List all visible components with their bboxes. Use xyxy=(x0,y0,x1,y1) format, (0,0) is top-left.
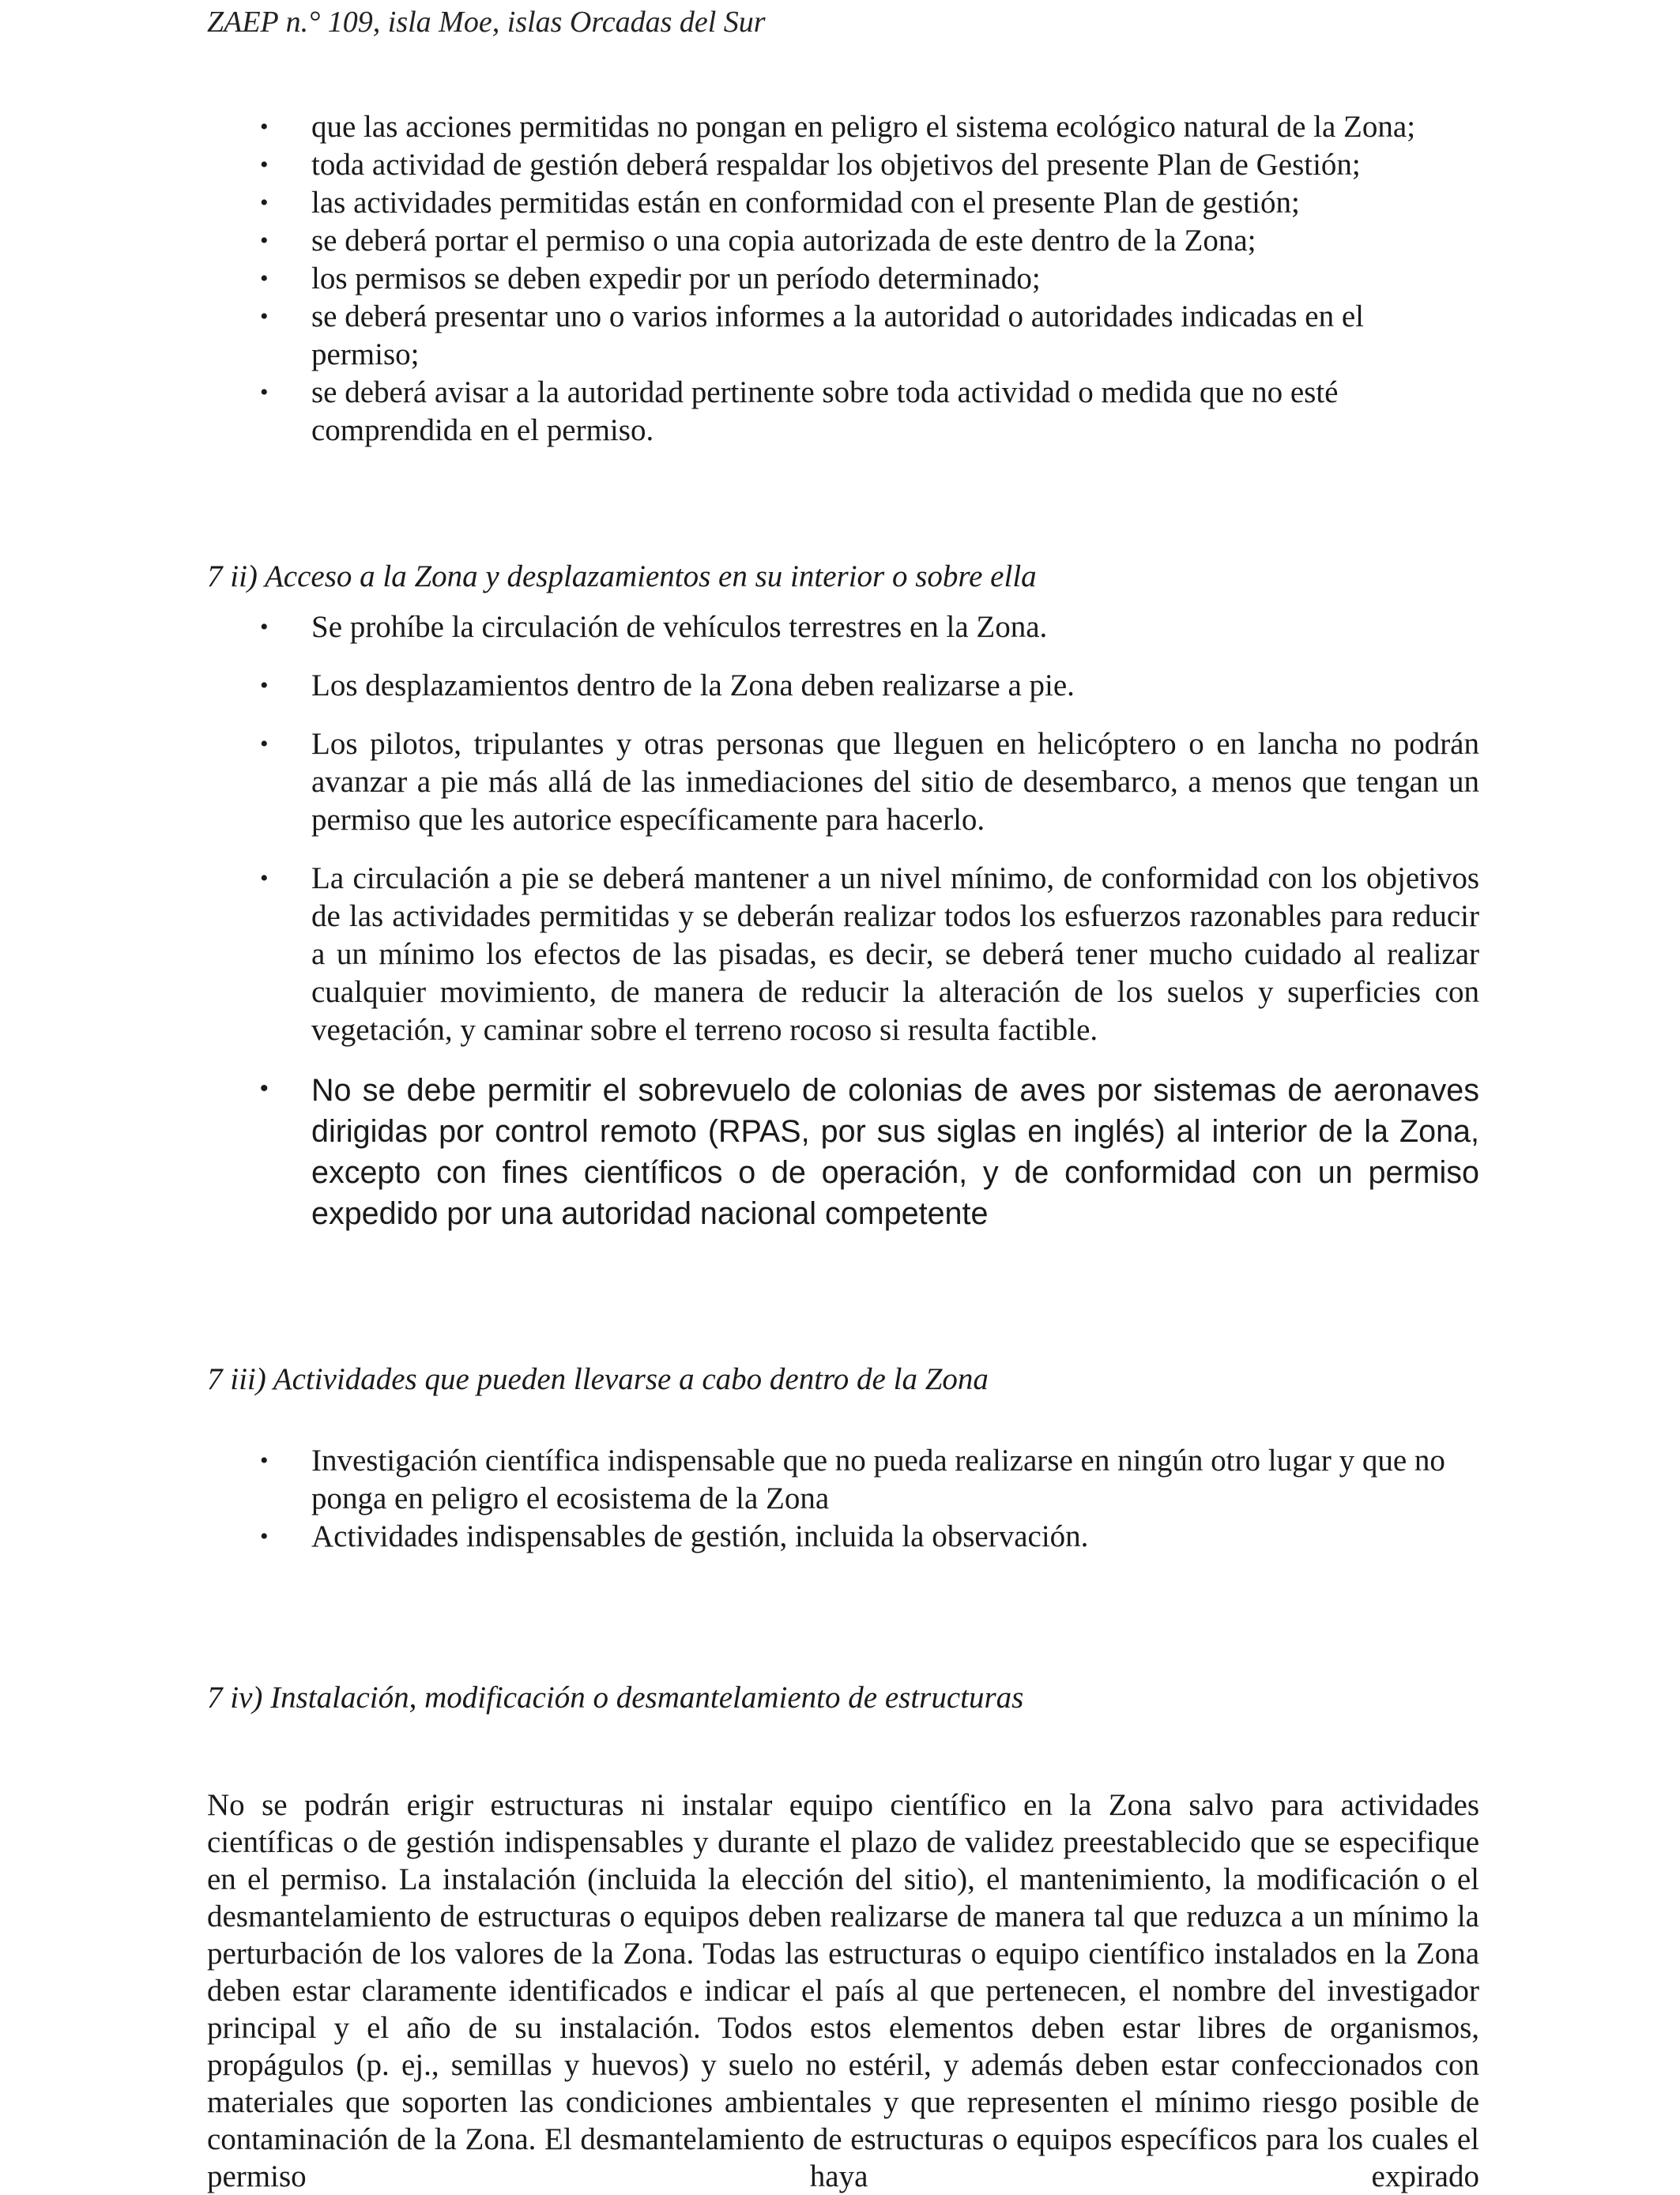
list-item xyxy=(0,1442,1479,1518)
list-item xyxy=(0,298,1479,374)
bullet-icon: • xyxy=(260,731,269,757)
list-item xyxy=(0,667,1479,705)
list-item xyxy=(0,1518,1479,1556)
bullet-icon: • xyxy=(260,152,269,178)
bullet-icon: • xyxy=(260,303,269,329)
bullet-icon: • xyxy=(260,1448,269,1474)
list-item-text: se deberá avisar a la autoridad pertinente sobre toda actividad o medida que no esté comprendida en el permiso. xyxy=(311,375,1339,447)
list-item-text: Investigación científica indispensable que no pueda realizarse en ningún otro lugar y que no ponga en peligro el ecosistema de la Zona xyxy=(311,1444,1445,1515)
list-item-text: Actividades indispensables de gestión, incluida la observación. xyxy=(311,1519,1089,1553)
bullet-icon: • xyxy=(260,265,269,292)
list-item-text: No se debe permitir el sobrevuelo de colonias de aves por sistemas de aeronaves dirigidas por control remoto (RPAS, por sus siglas en inglés) al interior de la Zona, excepto con fines científicos o de operación, y de conformidad con un permiso expedido por una autoridad nacional competente xyxy=(311,1073,1479,1231)
section-heading-structures: 7 iv) Instalación, modificación o desmantelamiento de estructuras xyxy=(207,1681,1024,1715)
list-item-text: Se prohíbe la circulación de vehículos terrestres en la Zona. xyxy=(311,610,1048,644)
list-item-text: Los desplazamientos dentro de la Zona deben realizarse a pie. xyxy=(311,668,1075,702)
section-heading-activities: 7 iii) Actividades que pueden llevarse a cabo dentro de la Zona xyxy=(207,1362,989,1396)
bullet-icon: • xyxy=(260,1523,269,1549)
list-item-text: La circulación a pie se deberá mantener a un nivel mínimo, de conformidad con los objetivos de las actividades permitidas y se deberán realizar todos los esfuerzos razonables para reducir a un mínimo los efectos de las pisadas, es decir, se deberá tener mucho cuidado al realizar cualquier movimiento, de manera de reducir la alteración de los suelos y superficies con vegetación, y caminar sobre el terreno rocoso si resulta factible. xyxy=(311,861,1479,1047)
list-item-text: toda actividad de gestión deberá respaldar los objetivos del presente Plan de Gestión; xyxy=(311,148,1361,182)
list-item xyxy=(0,725,1479,839)
bullet-icon: • xyxy=(260,228,269,254)
structures-paragraph: No se podrán erigir estructuras ni instalar equipo científico en la Zona salvo para actividades científicas o de gestión indispensables y durante el plazo de validez preestablecido que se especifique en el permiso. La instalación (incluida la elección del sitio), el mantenimiento, la modificación o el desmantelamiento de estructuras o equipos deben realizarse de manera tal que reduzca a un mínimo la perturbación de los valores de la Zona. Todas las estructuras o equipo científico instalados en la Zona deben estar claramente identificados e indicar el país al que pertenecen, el nombre del investigador principal y el año de su instalación. Todos estos elementos deben estar libres de organismos, propágulos (p. ej., semillas y huevos) y suelo no estéril, y además deben estar confeccionados con materiales que soporten las condiciones ambientales y que representen el mínimo riesgo posible de contaminación de la Zona. El desmantelamiento de estructuras o equipos específicos para los cuales el permiso haya expirado xyxy=(207,1788,1479,2193)
list-item-text: que las acciones permitidas no pongan en peligro el sistema ecológico natural de la Zona; xyxy=(311,110,1416,144)
list-item-text: Los pilotos, tripulantes y otras personas que lleguen en helicóptero o en lancha no podrán avanzar a pie más allá de las inmediaciones del sitio de desembarco, a menos que tengan un permiso que les autorice específicamente para hacerlo. xyxy=(311,727,1479,837)
running-header: ZAEP n.° 109, isla Moe, islas Orcadas del Sur xyxy=(207,6,766,39)
list-item xyxy=(0,260,1479,298)
bullet-icon: • xyxy=(260,865,269,891)
list-item xyxy=(0,108,1479,146)
permitted-activities-list xyxy=(0,1442,1680,1556)
list-item xyxy=(0,860,1479,1049)
list-item xyxy=(0,184,1479,222)
bullet-icon: • xyxy=(260,379,269,405)
list-item xyxy=(0,608,1479,646)
list-item xyxy=(0,1070,1479,1234)
list-item xyxy=(0,146,1479,184)
bullet-icon: • xyxy=(260,114,269,140)
list-item-text: los permisos se deben expedir por un período determinado; xyxy=(311,262,1041,296)
list-item-text: las actividades permitidas están en conformidad con el presente Plan de gestión; xyxy=(311,186,1300,220)
bullet-icon: • xyxy=(260,190,269,216)
bullet-icon: • xyxy=(260,672,269,698)
list-item-text: se deberá portar el permiso o una copia autorizada de este dentro de la Zona; xyxy=(311,224,1256,258)
access-rules-list xyxy=(0,608,1680,1255)
list-item xyxy=(0,374,1479,450)
permit-conditions-list xyxy=(0,108,1680,450)
section-heading-access: 7 ii) Acceso a la Zona y desplazamientos en su interior o sobre ella xyxy=(207,559,1037,593)
list-item-text: se deberá presentar uno o varios informes a la autoridad o autoridades indicadas en el permiso; xyxy=(311,299,1364,371)
bullet-icon: • xyxy=(260,1075,269,1101)
bullet-icon: • xyxy=(260,614,269,640)
list-item xyxy=(0,222,1479,260)
